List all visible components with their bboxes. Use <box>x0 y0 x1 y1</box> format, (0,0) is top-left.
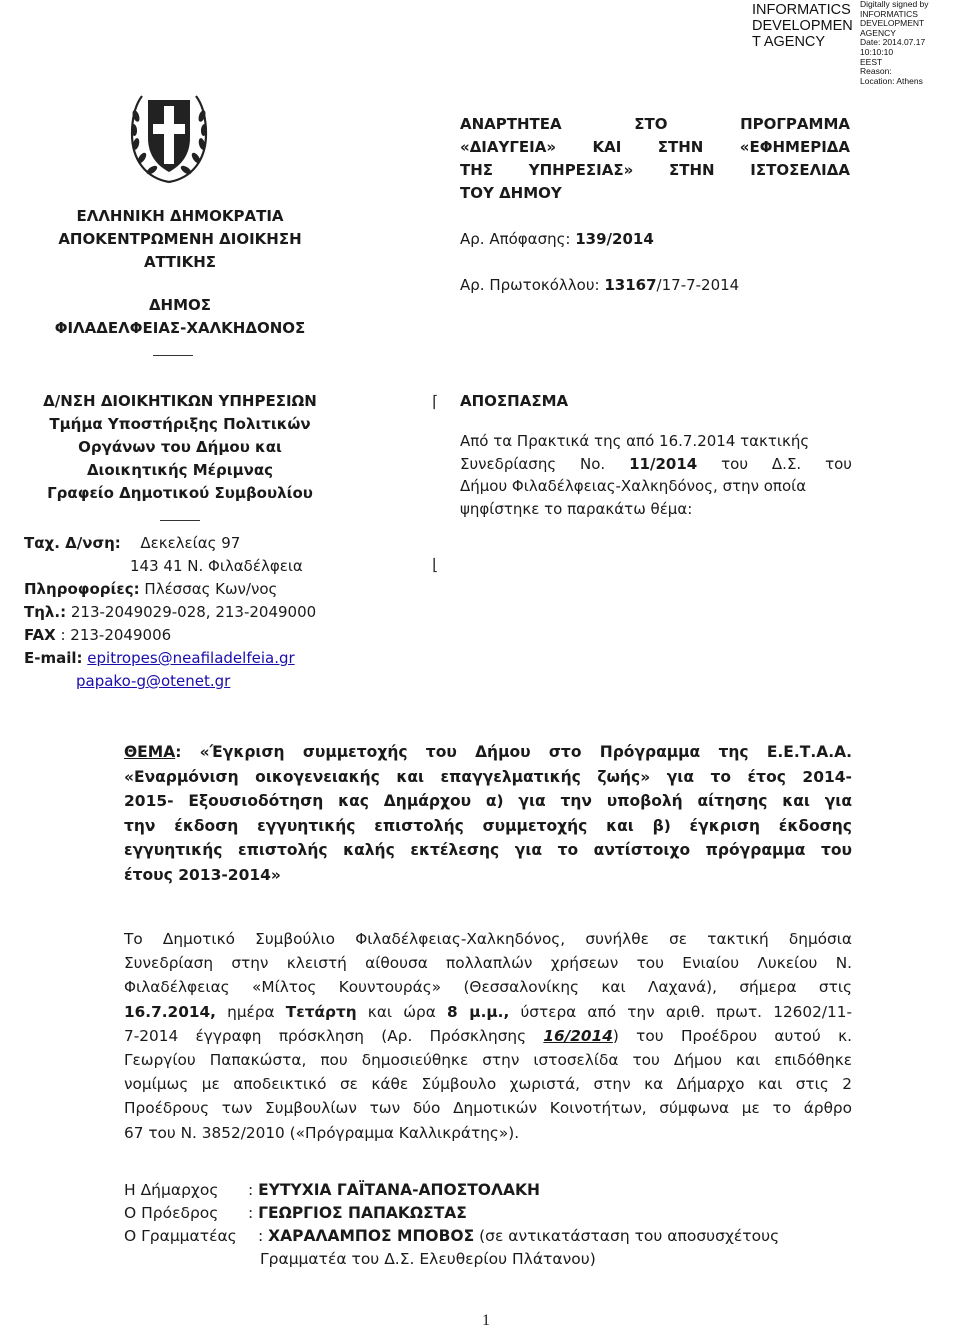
posting-line: ΤΗΣ ΥΠΗΡΕΣΙΑΣ» ΣΤΗΝ ΙΣΤΟΣΕΛΙΔΑ <box>460 161 850 179</box>
excerpt-session-suffix: του Δ.Σ. του <box>721 454 852 473</box>
president-name: ΓΕΩΡΓΙΟΣ ΠΑΠΑΚΩΣΤΑΣ <box>258 1204 467 1222</box>
contact-block <box>24 532 344 693</box>
body-line: Το Δημοτικό Συμβούλιο Φιλαδέλφειας-Χαλκηδόνος, συνήλθε σε τακτική δημόσια <box>124 930 852 948</box>
excerpt-title: ΑΠΟΣΠΑΣΜΑ <box>460 392 569 410</box>
body-line: 67 του Ν. 3852/2010 («Πρόγραμμα Καλλικράτης»). <box>124 1123 520 1142</box>
body-line <box>124 1024 852 1048</box>
email-row-secondary <box>24 670 344 693</box>
signature-detail-line: INFORMATICS <box>860 8 918 19</box>
separator: : <box>258 1227 264 1245</box>
excerpt-line: Από τα Πρακτικά της από 16.7.2014 τακτικής <box>460 432 810 450</box>
subject-block <box>124 740 852 887</box>
department-block <box>10 390 350 505</box>
excerpt-block <box>460 392 860 520</box>
subject-label: ΘΕΜΑ <box>124 743 176 761</box>
subject-line: «Εναρμόνιση οικογενειακής και επαγγελματικής ζωής» για το έτος 2014- <box>124 767 852 786</box>
phone-row <box>24 601 344 624</box>
department-divider <box>160 520 200 521</box>
address-street: Δεκελείας 97 <box>140 534 241 552</box>
excerpt-line: ψηφίστηκε το παρακάτω θέμα: <box>460 499 693 518</box>
signature-org-line: T AGENCY <box>752 34 826 50</box>
body-line: Προέδρους των Συμβουλίων των δύο Δημοτικών Κοινοτήτων, σύμφωνα με το άρθρο <box>124 1099 852 1118</box>
region-line: ΑΤΤΙΚΗΣ <box>143 253 217 271</box>
subject-line: έτους 2013-2014» <box>124 865 281 884</box>
subject-line: εγγυητικής επιστολής καλής εκτέλεσης για το αντίστοιχο πρόγραμμα του <box>124 841 852 859</box>
header-divider <box>153 355 193 356</box>
body-text: ημέρα <box>215 1002 286 1021</box>
protocol-label: Αρ. Πρωτοκόλλου: <box>460 276 600 294</box>
posting-line: «ΔΙΑΥΓΕΙΑ» ΚΑΙ ΣΤΗΝ «ΕΦΗΜΕΡΙΔΑ <box>460 138 850 156</box>
subject-text: : «Έγκριση συμμετοχής του Δήμου στο Πρόγραμμα της Ε.Ε.Τ.Α.Α. <box>175 743 852 761</box>
department-line: Δ/ΝΣΗ ΔΙΟΙΚΗΤΙΚΩΝ ΥΠΗΡΕΣΙΩΝ <box>43 392 317 410</box>
address-city: 143 41 Ν. Φιλαδέλφεια <box>130 557 303 575</box>
signature-detail-line: DEVELOPMENT AGENCY <box>860 18 925 38</box>
signature-detail-line: Date: 2014.07.17 10:10:10 <box>860 37 926 57</box>
body-line <box>124 1000 852 1024</box>
body-line: Φιλαδέλφειας «Μίλτος Κουντουράς» (Θεσσαλονίκης και Λαχανά), σήμερα στις <box>124 978 852 997</box>
meeting-day: Τετάρτη <box>285 1002 357 1021</box>
address-label: Ταχ. Δ/νση: <box>24 534 121 552</box>
president-row <box>124 1202 467 1225</box>
secretary-note: (σε αντικατάσταση του αποσυσχέτους <box>479 1227 780 1245</box>
meeting-date: 16.7.2014, <box>124 1002 216 1021</box>
fax-row <box>24 624 344 647</box>
body-text: ύστερα από την αριθ. πρωτ. 12602/11- <box>509 1002 853 1021</box>
signature-detail-line: Location: Athens <box>860 75 923 86</box>
protocol-number: 13167 <box>604 276 657 294</box>
signature-org-line: DEVELOPMEN <box>752 18 853 34</box>
decision-number: 139/2014 <box>575 230 654 248</box>
phone-value: 213-2049029-028, 213-2049000 <box>70 603 317 621</box>
excerpt-line <box>460 453 852 476</box>
body-paragraph <box>124 927 852 1145</box>
excerpt-text <box>460 430 852 520</box>
subject-line: 2015- Εξουσιοδότηση κας Δημάρχου α) για την υποβολή αίτησης και για <box>124 792 852 810</box>
department-line: Οργάνων του Δήμου και <box>78 438 282 456</box>
phone-label: Τηλ.: <box>24 603 67 621</box>
secretary-row <box>124 1225 864 1248</box>
fax-label: FAX <box>24 626 56 644</box>
excerpt-line: Δήμου Φιλαδέλφειας-Χαλκηδόνος, στην οποία <box>460 477 807 495</box>
email-link-secondary[interactable]: papako-g@otenet.gr <box>76 672 231 690</box>
email-label: E-mail: <box>24 649 83 667</box>
info-value: Πλέσσας Κων/νος <box>144 580 278 598</box>
posting-line: ΤΟΥ ΔΗΜΟΥ <box>460 184 562 202</box>
administration-line: ΑΠΟΚΕΝΤΡΩΜΕΝΗ ΔΙΟΙΚΗΣΗ <box>58 230 302 248</box>
department-line: Τμήμα Υποστήριξης Πολιτικών <box>49 415 311 433</box>
decision-label: Αρ. Απόφασης: <box>460 230 571 248</box>
subject-line: την έκδοση εγγυητικής επιστολής συμμετοχής και β) έγκριση έκδοσης <box>124 816 852 835</box>
body-text: 7-2014 έγγραφη πρόσκληση (Αρ. Πρόσκλησης <box>124 1026 544 1045</box>
meeting-time: 8 μ.μ., <box>447 1002 510 1021</box>
mayor-row <box>124 1179 540 1202</box>
mayor-name: ΕΥΤΥΧΙΑ ΓΑΪΤΑΝΑ-ΑΠΟΣΤΟΛΑΚΗ <box>258 1181 540 1199</box>
separator: : <box>248 1204 254 1222</box>
email-link-primary[interactable]: epitropes@neafiladelfeia.gr <box>87 649 295 667</box>
subject-line <box>124 740 852 765</box>
info-label: Πληροφορίες: <box>24 580 140 598</box>
signature-org-line: INFORMATICS <box>752 2 851 18</box>
excerpt-session-number: 11/2014 <box>629 454 698 473</box>
page-number: 1 <box>482 1312 490 1329</box>
president-label: Ο Πρόεδρος <box>124 1204 219 1222</box>
coat-of-arms-emblem <box>126 86 212 190</box>
body-line: Γεωργίου Παπακώστα, που δημοσιεύθηκε στην ιστοσελίδα του Δήμου και επιδόθηκε <box>124 1051 852 1070</box>
body-text: και ώρα <box>356 1002 448 1021</box>
mayor-label: Η Δήμαρχος <box>124 1181 219 1199</box>
municipality-name: ΦΙΛΑΔΕΛΦΕΙΑΣ-ΧΑΛΚΗΔΟΝΟΣ <box>54 319 306 337</box>
signature-detail-line: EEST <box>860 56 883 67</box>
secretary-note-row <box>260 1248 596 1271</box>
signature-stamp-left <box>752 2 853 50</box>
address-row <box>24 532 344 555</box>
body-text: ) του Προέδρου αυτού κ. <box>612 1026 852 1045</box>
protocol-date: /17-7-2014 <box>656 276 740 294</box>
decision-number-row <box>460 230 654 248</box>
bracket-bottom-icon: ⌊ <box>432 555 439 574</box>
fax-value: : 213-2049006 <box>60 626 172 644</box>
issuer-block <box>20 205 340 340</box>
country-line: ΕΛΛΗΝΙΚΗ ΔΗΜΟΚΡΑΤΙΑ <box>76 207 284 225</box>
bracket-top-icon: ⌈ <box>432 392 439 411</box>
body-line: Συνεδρίαση στην κλειστή αίθουσα πολλαπλών χρήσεων του Ενιαίου Λυκείου Ν. <box>124 954 852 973</box>
info-row <box>24 578 344 601</box>
invitation-number: 16/2014 <box>543 1026 613 1045</box>
excerpt-session-label: Συνεδρίασης Νο. <box>460 454 606 473</box>
secretary-label: Ο Γραμματέας <box>124 1227 237 1245</box>
posting-line: ΑΝΑΡΤΗΤΕΑ ΣΤΟ ΠΡΟΓΡΑΜΜΑ <box>460 115 850 133</box>
municipality-line: ΔΗΜΟΣ <box>148 296 212 314</box>
email-row <box>24 647 344 670</box>
posting-notice <box>460 113 850 205</box>
signature-detail-line: Reason: <box>860 66 892 77</box>
body-line: νομίμως με αποδεικτικό σε κάθε Σύμβουλο χωριστά, στην κα Δήμαρχο και στις 2 <box>124 1075 852 1094</box>
signature-stamp-details <box>860 0 960 86</box>
secretary-name: ΧΑΡΑΛΑΜΠΟΣ ΜΠΟΒΟΣ <box>268 1227 475 1245</box>
protocol-number-row <box>460 276 739 294</box>
department-line: Διοικητικής Μέριμνας <box>86 461 274 479</box>
separator: : <box>248 1181 254 1199</box>
secretary-note-continued: Γραμματέα του Δ.Σ. Ελευθερίου Πλάτανου) <box>260 1250 596 1268</box>
signature-detail-line: Digitally signed by <box>860 0 929 9</box>
department-line: Γραφείο Δημοτικού Συμβουλίου <box>47 484 313 502</box>
